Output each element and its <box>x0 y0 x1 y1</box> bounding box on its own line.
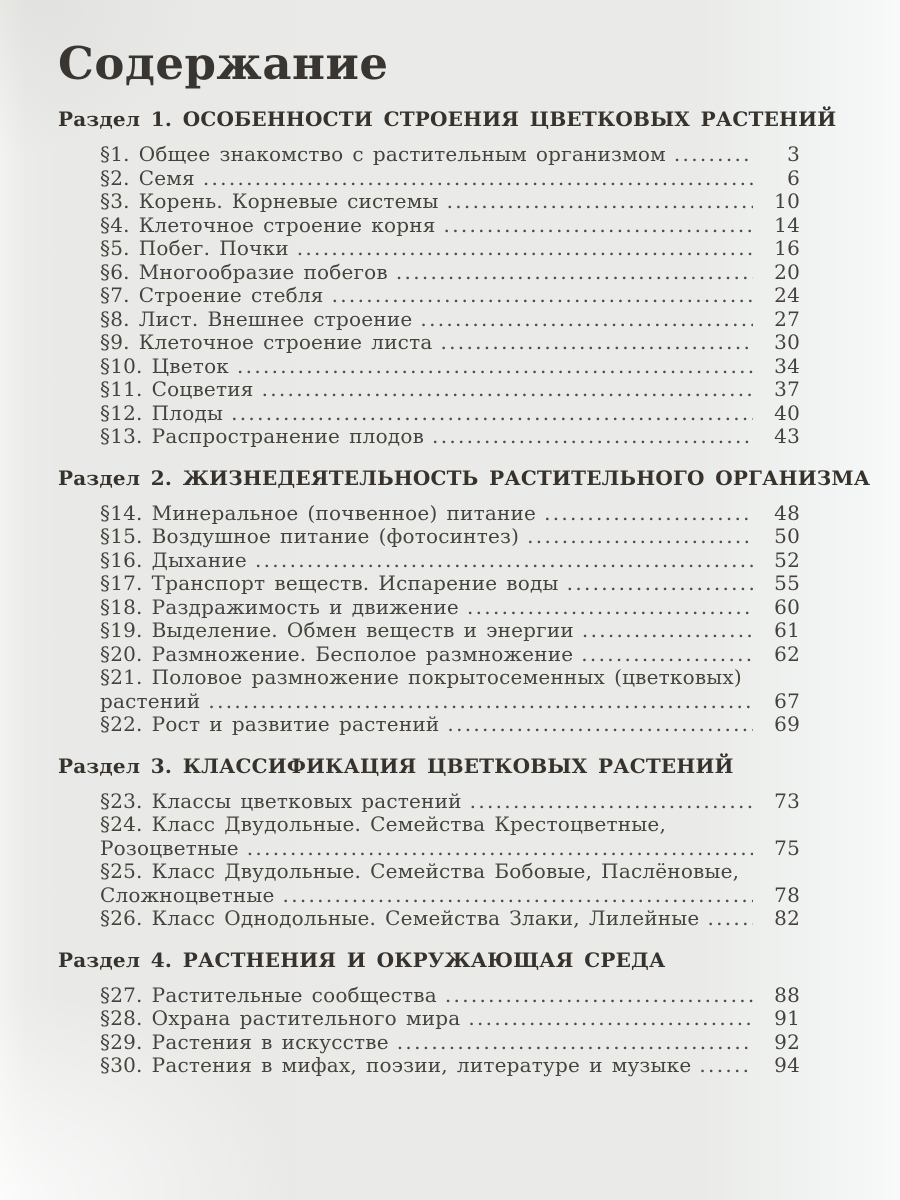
toc-entry-line <box>100 619 800 643</box>
toc-entry-line <box>100 1031 800 1055</box>
page-number: 10 <box>774 189 800 213</box>
dot-leader <box>203 167 753 191</box>
dot-leader <box>444 214 753 238</box>
dot-leader <box>527 525 753 549</box>
entry-label: §9. Клеточное строение листа <box>100 330 433 354</box>
dot-leader <box>231 402 753 426</box>
entry-label: §6. Многообразие побегов <box>100 259 388 284</box>
entry-label: §1. Общее знакомство с растительным организмом <box>100 142 666 166</box>
page-number: 88 <box>774 982 800 1007</box>
entry-label: §5. Побег. Почки <box>100 236 289 260</box>
page-number: 62 <box>774 641 800 666</box>
section-entries <box>100 984 800 1078</box>
toc-entry-line <box>100 284 800 308</box>
toc-entry-line <box>100 790 800 814</box>
page-number: 48 <box>774 500 800 525</box>
toc-entry-line <box>100 690 800 714</box>
entry-label: §24. Класс Двудольные. Семейства Крестоцветные, <box>100 812 667 836</box>
dot-leader <box>468 1007 753 1031</box>
entry-label: §25. Класс Двудольные. Семейства Бобовые, Паслёновые, <box>100 859 740 883</box>
toc-entry-line <box>100 214 800 238</box>
toc-entry-line <box>100 572 800 596</box>
entry-label: §11. Соцветия <box>100 377 254 401</box>
section-heading: Раздел 4. РАСТНЕНИЯ И ОКРУЖАЮЩАЯ СРЕДА <box>58 947 666 972</box>
toc-entry-line <box>100 1054 800 1078</box>
entry-label: §18. Раздражимость и движение <box>100 594 459 619</box>
page-number: 61 <box>774 618 800 642</box>
toc-entry-line <box>100 190 800 214</box>
entry-label: §28. Охрана растительного мира <box>100 1006 461 1030</box>
dot-leader <box>397 1031 753 1055</box>
toc-section <box>58 753 800 931</box>
page-number: 69 <box>774 712 800 736</box>
page-number: 37 <box>774 377 800 401</box>
page-number: 6 <box>787 165 800 190</box>
toc-entry-line <box>100 837 800 861</box>
entry-label: §26. Класс Однодольные. Семейства Злаки, Лилейные <box>100 906 700 930</box>
dot-leader <box>255 549 753 573</box>
dot-leader <box>432 425 753 449</box>
toc-section <box>58 465 871 737</box>
page-number: 3 <box>787 142 800 166</box>
page-number: 30 <box>774 330 800 354</box>
toc-entry-line <box>100 167 800 191</box>
toc-entry-line <box>100 308 800 332</box>
section-entries <box>100 502 800 737</box>
dot-leader <box>283 884 753 908</box>
toc-section <box>58 947 800 1078</box>
dot-leader <box>297 237 753 261</box>
entry-label: §29. Растения в искусстве <box>100 1029 389 1054</box>
entry-label: §3. Корень. Корневые системы <box>100 189 439 213</box>
entry-label: §14. Минеральное (почвенное) питание <box>100 500 537 525</box>
entry-label: §27. Растительные сообщества <box>100 982 437 1007</box>
entry-label: §21. Половое размножение покрытосеменных (цветковых) <box>100 665 742 689</box>
toc-entry-line <box>100 143 800 167</box>
toc-entry-line <box>100 666 800 690</box>
toc-entry-line <box>100 596 800 620</box>
page-number: 73 <box>774 788 800 813</box>
toc-entry-line <box>100 813 800 837</box>
page-number: 75 <box>774 835 800 860</box>
dot-leader <box>332 284 753 308</box>
section-heading: Раздел 2. ЖИЗНЕДЕЯТЕЛЬНОСТЬ РАСТИТЕЛЬНОГО ОРГАНИЗМА <box>58 465 871 490</box>
page-number: 16 <box>774 236 800 260</box>
entry-label: §16. Дыхание <box>100 547 247 572</box>
dot-leader <box>567 572 753 596</box>
entry-label: §13. Распространение плодов <box>100 424 425 448</box>
entry-label: §7. Строение стебля <box>100 283 324 307</box>
toc-entry-line <box>100 378 800 402</box>
dot-leader <box>447 713 753 737</box>
toc-entry-line <box>100 402 800 426</box>
entry-label: §19. Выделение. Обмен веществ и энергии <box>100 618 574 642</box>
dot-leader <box>247 837 753 861</box>
page-number: 52 <box>774 547 800 572</box>
toc-sections <box>58 106 871 1078</box>
dot-leader <box>544 502 753 526</box>
toc-entry-line <box>100 713 800 737</box>
page-number: 94 <box>774 1053 800 1077</box>
entry-label: Сложноцветные <box>100 882 275 907</box>
dot-leader <box>581 643 753 667</box>
toc-entry-line <box>100 907 800 931</box>
entry-label: §30. Растения в мифах, поэзии, литературе и музыке <box>100 1053 692 1077</box>
dot-leader <box>582 619 753 643</box>
page-number: 14 <box>774 212 800 237</box>
page-title: Содержание <box>58 37 389 90</box>
entry-label: §20. Размножение. Бесполое размножение <box>100 641 574 666</box>
entry-label: §2. Семя <box>100 165 195 190</box>
toc-entry-line <box>100 525 800 549</box>
page-number: 27 <box>774 306 800 331</box>
toc-entry-line <box>100 860 800 884</box>
toc-entry-line <box>100 355 800 379</box>
page-number: 20 <box>774 259 800 284</box>
toc-entry-line <box>100 331 800 355</box>
toc-section <box>58 106 837 449</box>
entry-label: §4. Клеточное строение корня <box>100 212 436 237</box>
entry-label: §23. Классы цветковых растений <box>100 788 462 813</box>
dot-leader <box>445 984 753 1008</box>
entry-label: §17. Транспорт веществ. Испарение воды <box>100 571 559 595</box>
dot-leader <box>440 331 753 355</box>
toc-entry-line <box>100 502 800 526</box>
page-number: 40 <box>774 400 800 425</box>
page-number: 67 <box>774 688 800 713</box>
page-number: 50 <box>774 524 800 548</box>
page-number: 24 <box>774 283 800 307</box>
page-number: 43 <box>774 424 800 448</box>
page-number: 60 <box>774 594 800 619</box>
page-number: 82 <box>774 906 800 930</box>
toc-entry-line <box>100 549 800 573</box>
entry-label: §12. Плоды <box>100 400 224 425</box>
page-number: 91 <box>774 1006 800 1030</box>
toc-entry-line <box>100 984 800 1008</box>
toc-entry-line <box>100 884 800 908</box>
entry-label: Розоцветные <box>100 835 239 860</box>
dot-leader <box>420 308 753 332</box>
dot-leader <box>447 190 753 214</box>
page-number: 34 <box>774 353 800 378</box>
section-heading: Раздел 3. КЛАССИФИКАЦИЯ ЦВЕТКОВЫХ РАСТЕНИЙ <box>58 753 734 778</box>
toc-entry-line <box>100 1007 800 1031</box>
dot-leader <box>470 790 753 814</box>
dot-leader <box>208 690 753 714</box>
toc-entry-line <box>100 643 800 667</box>
entry-label: §10. Цветок <box>100 353 230 378</box>
toc-entry-line <box>100 261 800 285</box>
dot-leader <box>237 355 753 379</box>
dot-leader <box>699 1054 753 1078</box>
dot-leader <box>467 596 753 620</box>
dot-leader <box>674 143 753 167</box>
page-number: 92 <box>774 1029 800 1054</box>
entry-label: растений <box>100 688 201 713</box>
section-heading: Раздел 1. ОСОБЕННОСТИ СТРОЕНИЯ ЦВЕТКОВЫХ РАСТЕНИЙ <box>58 107 837 131</box>
toc-entry-line <box>100 237 800 261</box>
toc-entry-line <box>100 425 800 449</box>
dot-leader <box>262 378 753 402</box>
dot-leader <box>396 261 753 285</box>
entry-label: §8. Лист. Внешнее строение <box>100 306 413 331</box>
toc-content <box>58 37 871 1078</box>
entry-label: §22. Рост и развитие растений <box>100 712 440 736</box>
dot-leader <box>707 907 753 931</box>
entry-label: §15. Воздушное питание (фотосинтез) <box>100 524 520 548</box>
page-number: 55 <box>774 571 800 595</box>
section-entries <box>100 143 800 449</box>
page-number: 78 <box>774 882 800 907</box>
section-entries <box>100 790 800 931</box>
